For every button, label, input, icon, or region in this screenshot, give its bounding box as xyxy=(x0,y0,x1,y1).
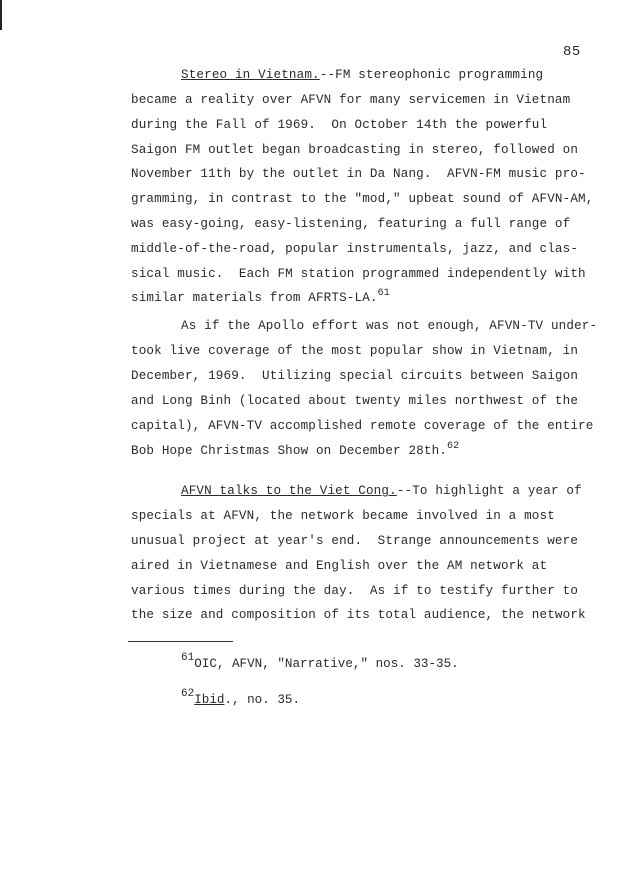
footnote-61-number: 61 xyxy=(181,652,195,664)
section1-line-0: --FM stereophonic programming xyxy=(319,68,544,82)
footnote-61-text: OIC, AFVN, "Narrative," nos. 33-35. xyxy=(194,657,459,671)
footnote-62 xyxy=(181,688,301,709)
section1-line-8: sical music. Each FM station programmed independently with xyxy=(131,267,586,281)
section2-line-3: and Long Binh (located about twenty miles northwest of the xyxy=(131,394,579,408)
section3-heading: AFVN talks to the Viet Cong. xyxy=(181,484,397,498)
footnote-ref-61: 61 xyxy=(377,288,390,299)
section1-line-1: became a reality over AFVN for many servicemen in Vietnam xyxy=(131,93,571,107)
section1-heading: Stereo in Vietnam. xyxy=(181,68,320,82)
section1-line-9: similar materials from AFRTS-LA. xyxy=(131,291,378,305)
section2-line-0: As if the Apollo effort was not enough, AFVN-TV under- xyxy=(181,319,598,333)
footnote-62-number: 62 xyxy=(181,688,195,700)
section3-line-3: aired in Vietnamese and English over the AM network at xyxy=(131,559,548,573)
section3-line-2: unusual project at year's end. Strange announcements were xyxy=(131,534,579,548)
footnote-ref-62: 62 xyxy=(447,441,460,452)
section1-line-4: November 11th by the outlet in Da Nang. AFVN-FM music pro- xyxy=(131,167,586,181)
section2-line-5-wrap xyxy=(131,443,459,461)
section2-line-1: took live coverage of the most popular show in Vietnam, in xyxy=(131,344,579,358)
section2-line-5: Bob Hope Christmas Show on December 28th. xyxy=(131,444,448,458)
section3-line-5: the size and composition of its total audience, the network xyxy=(131,608,586,622)
section3-first-line xyxy=(181,483,582,499)
section3-line-0: --To highlight a year of xyxy=(396,484,582,498)
footnote-divider xyxy=(128,641,233,642)
footnote-62-text: ., no. 35. xyxy=(224,693,301,707)
section3-line-4: various times during the day. As if to testify further to xyxy=(131,584,579,598)
section3-line-1: specials at AFVN, the network became involved in a most xyxy=(131,509,555,523)
scan-edge-mark xyxy=(0,0,2,30)
footnote-62-ibid: Ibid xyxy=(194,693,225,707)
footnote-61 xyxy=(181,652,459,673)
section1-line-5: gramming, in contrast to the "mod," upbeat sound of AFVN-AM, xyxy=(131,192,594,206)
section2-line-4: capital), AFVN-TV accomplished remote coverage of the entire xyxy=(131,419,594,433)
section1-first-line xyxy=(181,67,543,83)
section1-line-3: Saigon FM outlet began broadcasting in stereo, followed on xyxy=(131,143,579,157)
section1-line-9-wrap xyxy=(131,290,390,308)
page-number: 85 xyxy=(563,44,581,60)
section2-line-2: December, 1969. Utilizing special circuits between Saigon xyxy=(131,369,579,383)
section1-line-7: middle-of-the-road, popular instrumentals, jazz, and clas- xyxy=(131,242,579,256)
section1-line-6: was easy-going, easy-listening, featuring a full range of xyxy=(131,217,571,231)
section1-line-2: during the Fall of 1969. On October 14th the powerful xyxy=(131,118,548,132)
